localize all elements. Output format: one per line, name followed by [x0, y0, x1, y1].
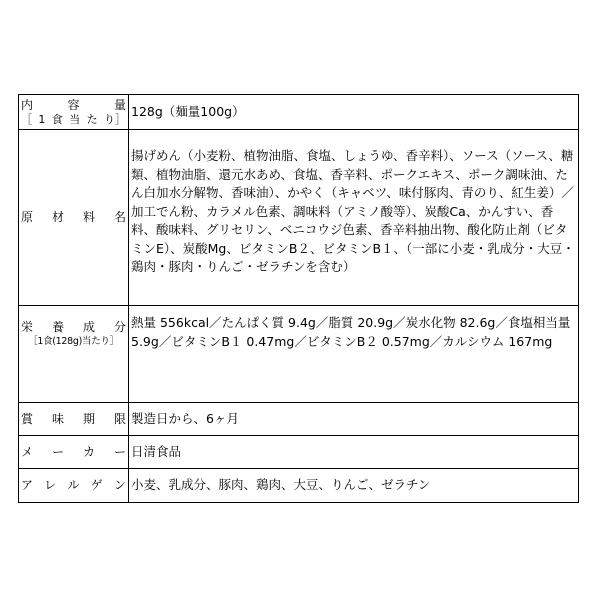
value-best-before: 製造日から、6ヶ月 — [129, 403, 579, 436]
sublabel-char: 1 — [38, 112, 46, 126]
label-char: ー — [113, 444, 126, 459]
table-row-best-before — [19, 403, 579, 436]
label-char: 分 — [113, 320, 126, 334]
table-row-nutrition — [19, 306, 579, 403]
label-char: 材 — [51, 210, 64, 224]
label-char: ン — [113, 478, 126, 492]
row-label-best-before — [19, 403, 129, 436]
label-char: 味 — [51, 411, 64, 426]
row-label-nutrition — [19, 306, 129, 403]
label-char: ア — [21, 478, 34, 492]
row-label-maker — [19, 436, 129, 469]
label-char: ル — [67, 478, 80, 492]
sublabel-char: た — [86, 112, 98, 126]
label-char: 量 — [113, 97, 126, 112]
value-ingredients: 揚げめん（小麦粉、植物油脂、食塩、しょうゆ、香辛料）、ソース（ソース、糖類、植物油脂、還元水あめ、食塩、香辛料、ポークエキス、ポーク調味油、たん白加水分解物、香味油）、かやく（キャベツ、味付豚肉、青のり、紅生姜）／加工でん粉、カラメル色素、調味料（アミノ酸等）、炭酸Ca、かんすい、香料、酸味料、グリセリン、ベニコウジ色素、香辛料抽出物、酸化防止剤（ビタミンE）、炭酸Mg、ビタミンB２、ビタミンB１、（一部に小麦・乳成分・大豆・鶏肉・豚肉・りんご・ゼラチンを含む） — [129, 130, 579, 306]
label-ingredients — [19, 210, 128, 225]
label-maker — [19, 445, 128, 460]
row-label-contents — [19, 95, 129, 130]
value-maker: 日清食品 — [129, 436, 579, 469]
label-contents — [19, 98, 128, 113]
label-char: 栄 — [21, 320, 34, 334]
label-char: ー — [51, 444, 64, 459]
label-char: レ — [44, 478, 57, 492]
label-char: 内 — [21, 97, 34, 112]
sublabel-nutrition-serving: ［1食(128g)当たり］ — [28, 336, 119, 347]
label-char: ゲ — [90, 478, 103, 492]
label-char: 名 — [113, 210, 126, 224]
table-row-allergens — [19, 469, 579, 503]
label-char: 原 — [21, 210, 34, 224]
table-row-ingredients — [19, 130, 579, 306]
label-char: カ — [82, 444, 95, 459]
label-best-before — [19, 412, 128, 427]
label-char: 賞 — [21, 411, 34, 426]
value-nutrition: 熱量 556kcal／たんぱく質 9.4g／脂質 20.9g／炭水化物 82.6g／食塩相当量 5.9g／ビタミンB１ 0.47mg／ビタミンB２ 0.57mg／カルシウム 167mg — [129, 306, 579, 403]
product-info-table — [18, 94, 579, 503]
row-label-ingredients — [19, 130, 129, 306]
label-char: メ — [21, 444, 34, 459]
label-char: 成 — [82, 320, 95, 334]
sublabel-char: り］ — [103, 112, 126, 126]
value-contents: 128g（麺量100g） — [129, 95, 579, 130]
sublabel-char: ［ — [21, 112, 32, 126]
label-nutrition — [19, 320, 128, 335]
label-allergens — [19, 478, 128, 493]
sublabel-per-serving — [19, 113, 128, 127]
label-char: 期 — [82, 411, 95, 426]
sublabel-char: 食 — [51, 112, 63, 126]
label-char: 限 — [113, 411, 126, 426]
label-char: 容 — [67, 97, 80, 112]
label-char: 料 — [82, 210, 95, 224]
row-label-allergens — [19, 469, 129, 503]
table-row-contents — [19, 95, 579, 130]
table-row-maker — [19, 436, 579, 469]
label-char: 養 — [51, 320, 64, 334]
value-allergens: 小麦、乳成分、豚肉、鶏肉、大豆、りんご、ゼラチン — [129, 469, 579, 503]
sublabel-char: 当 — [69, 112, 81, 126]
